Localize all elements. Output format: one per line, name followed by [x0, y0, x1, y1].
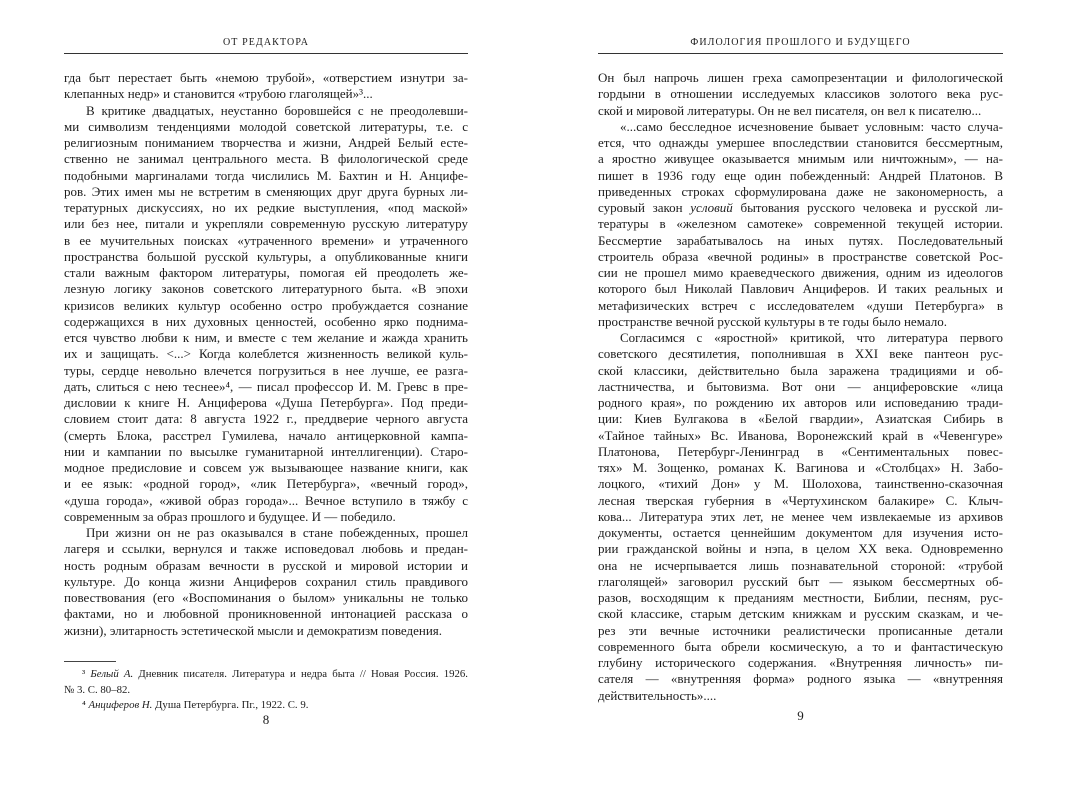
line-text: лезную логику законов советского литературного быта. «В эпохи: [64, 281, 468, 297]
text-line: [598, 460, 1003, 476]
text-line: [64, 683, 468, 699]
line-text: сателя — «внутренняя форма» родного языка — «внутренняя: [598, 671, 1003, 687]
text-line: [64, 346, 468, 362]
text-line: [64, 444, 468, 460]
text-line: [64, 314, 468, 330]
line-text: [598, 200, 1003, 215]
text-line: [598, 86, 1003, 102]
text-segment: Дневник писателя. Литература и недра быта // Новая Россия. 1926.: [133, 668, 469, 680]
text-line: [598, 655, 1003, 671]
line-text: пишет в 1936 году еще один побежденный: Андрей Платонов. В: [598, 167, 1003, 183]
line-text: клепанных недр» и становится «трубою глаголящей»³...: [64, 86, 373, 102]
text-line: [64, 119, 468, 135]
text-line: [598, 411, 1003, 427]
line-text: ской классике, старым детским книжкам и русским сказкам, и че-: [598, 606, 1003, 622]
text-line: [64, 265, 468, 281]
text-segment: ⁴: [82, 699, 89, 711]
line-text: она не исчерпывается лишь познавательной стороной: «трубой: [598, 557, 1003, 573]
page-number: 8: [262, 712, 270, 727]
text-line: [598, 541, 1003, 557]
line-text: гордыни в отношении исследуемых классиков золотого века рус-: [598, 86, 1003, 102]
text-line: [598, 119, 1003, 135]
text-line: [598, 233, 1003, 249]
line-text: словием стоит дата: 8 августа 1922 г., преддверие черного августа: [64, 411, 468, 427]
line-text: религиозным пониманием творчества и жизни, Андрей Белый есте-: [64, 135, 468, 150]
line-text: ми символизм тенденциями молодой советской литературы, т.е. с: [64, 118, 468, 134]
text-line: [598, 444, 1003, 460]
text-line: [64, 379, 468, 395]
line-text: ской и мировой литературы. Он не вел писателя, он вел к писателю...: [598, 102, 982, 118]
line-text: нии и кампании по высылке гуманитарной интеллигенции). Старо-: [64, 443, 468, 459]
footnote-rule: [64, 661, 116, 662]
line-text: лесная тверская губерния в «Чертухинском балакире» С. Клыч-: [598, 492, 1003, 508]
text-line: [64, 86, 468, 102]
text-line: [598, 298, 1003, 314]
text-line: [64, 558, 468, 574]
text-line: [64, 509, 468, 525]
text-line: [64, 667, 468, 683]
line-text: или без нее, питали и укрепляли современную русскую литературу: [64, 216, 468, 232]
text-line: [64, 606, 468, 622]
line-text: советского десятилетия, пополнившая в XXI веке пантеон рус-: [598, 346, 1003, 362]
line-text: кова... Литература этих лет, не менее чем извлекаемые из архивов: [598, 508, 1003, 524]
italic-text: условий: [690, 200, 733, 215]
line-text: сии не прошел мимо краеведческого движения, одним из идеологов: [598, 265, 1003, 280]
text-line: [64, 70, 468, 86]
line-text: пространства большой русской культуры, а опубликованные книги: [64, 248, 468, 264]
text-segment: ³: [82, 668, 91, 680]
text-line: [64, 428, 468, 444]
running-head: ФИЛОЛОГИЯ ПРОШЛОГО И БУДУЩЕГО: [690, 37, 911, 48]
line-text: глубину исторического содержания. «Внутренняя личность» пи-: [598, 655, 1003, 670]
text-line: [64, 249, 468, 265]
left-page: [64, 0, 468, 800]
line-text: которого был Николай Павлович Анциферов. И таких реальных и: [598, 281, 1003, 297]
text-line: [64, 525, 468, 541]
text-line: [598, 135, 1003, 151]
italic-text: Белый А.: [90, 668, 134, 680]
text-line: [598, 395, 1003, 411]
line-text: фактами, но и любовной проникновенной интонацией рассказа о: [64, 606, 468, 622]
text-line: [598, 330, 1003, 346]
text-line: [598, 671, 1003, 687]
line-text: Согласимся с «яростной» критикой, что литература первого: [620, 330, 1003, 345]
line-text: «Тайное тайных» Вс. Иванова, Воронежский край в «Чевенгуре»: [598, 427, 1003, 443]
line-text: № 3. С. 80–82.: [64, 683, 131, 696]
line-text: дисловии к книге Н. Анциферова «Душа Петербурга». Под преди-: [64, 395, 468, 410]
paragraph: [64, 70, 468, 103]
line-text: тературных дискуссиях, но их редкие выступления, «под маской»: [64, 200, 468, 215]
header-rule: [598, 53, 1003, 54]
running-head: ОТ РЕДАКТОРА: [222, 37, 310, 48]
line-text: современного быта обрели космическую, а то и фантастическую: [598, 638, 1003, 654]
line-text: рии гражданской войны и нэпа, в целом XX века. Одновременно: [598, 541, 1003, 557]
line-text: гда быт перестает быть «немою трубой», «отверстием изнутри за-: [64, 70, 468, 85]
page-number: 9: [797, 708, 804, 723]
line-text: В критике двадцатых, неустанно боровшейся с не преодолевши-: [86, 102, 468, 118]
italic-text: Анциферов Н.: [88, 699, 153, 711]
text-line: [598, 363, 1003, 379]
text-line: [598, 476, 1003, 492]
footnotes: [64, 667, 468, 714]
text-line: [64, 200, 468, 216]
text-line: [598, 216, 1003, 232]
paragraph: [64, 525, 468, 639]
footnote-3: [64, 667, 468, 698]
line-text: ров. Этих имен мы не встретим в сменяющих друг друга бурных ли-: [64, 183, 468, 199]
text-line: [64, 216, 468, 232]
line-text: При жизни он не раз оказывался в стане побежденных, прошел: [86, 525, 468, 540]
line-text: лагеря и ссылки, вернулся и также исповедовал любовь и предан-: [64, 541, 468, 557]
line-text: кризисов великих культур особенно остро пробуждается сознание: [64, 297, 468, 313]
line-text: стали важным фактором литературы, помогая ей преодолеть же-: [64, 265, 468, 280]
line-text: жизни), элитарность эстетической мысли и демократизм поведения.: [64, 622, 443, 638]
line-text: строитель образа «вечной родины» в пространстве советской Рос-: [598, 248, 1003, 264]
line-text: туры, сердце невольно влечется погрузиться в нее лучше, ее разга-: [64, 362, 468, 378]
line-text: приведенных строках сформулирована даже не закономерность, а: [598, 183, 1003, 199]
line-text: документы, остается ценнейшим документом для изучения исто-: [598, 525, 1003, 540]
line-text: разов, восходящим к преданиям местности, Библии, песням, рус-: [598, 590, 1003, 605]
text-line: [64, 493, 468, 509]
body-text: [64, 70, 468, 639]
line-text: ской классики, действительно была заражена традициями и об-: [598, 362, 1003, 378]
text-line: [64, 298, 468, 314]
line-text: ластничества, и бытовизма. Вот они — анциферовские «лица: [598, 378, 1003, 394]
line-text: лоцкого, «тихий Дон» у М. Шолохова, таинственно-сказочная: [598, 476, 1003, 492]
line-text: «душа города», «живой образ города»... Вечное вступило в тяжбу с: [64, 492, 468, 508]
line-text: Он был напрочь лишен греха самопрезентации и филологической: [598, 70, 1003, 85]
text-line: [598, 558, 1003, 574]
text-line: [64, 623, 468, 639]
text-line: [598, 168, 1003, 184]
line-text: их и защищать. <...> Когда колеблется жизненность великой куль-: [64, 346, 468, 362]
text-line: [598, 379, 1003, 395]
line-text: тературы в «железном самотеке» современной текущей истории.: [598, 216, 1003, 232]
text-line: [64, 363, 468, 379]
line-text: ственно не занимал центрального места. В филологической среде: [64, 151, 468, 167]
text-line: [64, 541, 468, 557]
text-line: [598, 103, 1003, 119]
text-line: [598, 525, 1003, 541]
line-text: ции: Киев Булгакова в «Белой гвардии», Азиатская Сибирь в: [598, 411, 1003, 427]
line-text: повествования (его «Воспоминания о былом» уникальны не только: [64, 590, 468, 605]
text-line: [64, 233, 468, 249]
text-line: [64, 330, 468, 346]
line-text: модное предисловие и совсем уж вызывающее название книги, как: [64, 460, 468, 475]
text-line: [598, 493, 1003, 509]
text-line: [598, 509, 1003, 525]
text-line: [64, 590, 468, 606]
right-page: [598, 0, 1003, 800]
text-line: [64, 460, 468, 476]
text-line: [598, 200, 1003, 216]
text-line: [598, 428, 1003, 444]
line-text: метафизических встреч с исследователем «души Петербурга» в: [598, 297, 1003, 313]
paragraph: [598, 70, 1003, 119]
line-text: тях» М. Зощенко, романах К. Вагинова и «Столбцах» Н. Забо-: [598, 460, 1003, 475]
text-line: [64, 168, 468, 184]
body-text: [598, 70, 1003, 704]
line-text: глаголящей» заговорил русский быт — языком бессмертных об-: [598, 573, 1003, 589]
text-line: [64, 135, 468, 151]
text-line: [598, 70, 1003, 86]
line-text: Бессмертие зарабатывалось на иных путях. Последовательный: [598, 232, 1003, 248]
line-text: родного края», по рождению их авторов или исповеданию тради-: [598, 395, 1003, 410]
text-line: [598, 314, 1003, 330]
text-line: [598, 249, 1003, 265]
text-line: [64, 395, 468, 411]
text-line: [598, 688, 1003, 704]
text-line: [598, 606, 1003, 622]
line-text: в ее мучительных поисках «утраченного времени» и утраченного: [64, 232, 468, 248]
line-text: действительность»....: [598, 687, 717, 703]
line-text: «...само бесследное исчезновение бывает условным: часто случа-: [620, 118, 1003, 134]
text-line: [598, 623, 1003, 639]
line-text: (смерть Блока, расстрел Гумилева, начало антицерковной кампа-: [64, 427, 468, 443]
text-line: [64, 151, 468, 167]
header-rule: [64, 53, 468, 54]
text-segment: Душа Петербурга. Пг., 1922. С. 9.: [152, 699, 309, 711]
line-text: современным за образ прошлого и будущее. И — победило.: [64, 508, 396, 524]
text-line: [598, 574, 1003, 590]
text-line: [64, 574, 468, 590]
text-segment: бытования русского человека и русской ли-: [732, 200, 1004, 215]
line-text: ется чувство любви к ним, и вместе с тем желание и жажда хранить: [64, 330, 468, 345]
text-line: [64, 476, 468, 492]
line-text: подобными маргиналами тогда числились М. Бахтин и Н. Анцифе-: [64, 167, 468, 183]
text-line: [598, 281, 1003, 297]
text-line: [64, 184, 468, 200]
paragraph: [598, 330, 1003, 704]
line-text: содержащихся в них духовных ценностей, особенно ярко поднима-: [64, 313, 468, 329]
line-text: ется, что однажды умершее впоследствии становится бессмертным,: [598, 135, 1003, 150]
text-line: [598, 590, 1003, 606]
line-text: и ее язык: «родной город», «лик Петербурга», «вечный город»,: [64, 476, 468, 492]
line-text: Платонова, Петербург-Ленинград в «Сентиментальных повес-: [598, 443, 1003, 459]
line-text: ность родным образам вечности в русской и мировой истории и: [64, 557, 468, 573]
text-line: [64, 411, 468, 427]
line-text: пространстве вечной русской культуры в те годы было немало.: [598, 313, 947, 329]
line-text: а яростно живущее оказывается мнимым или ничтожным», — на-: [598, 151, 1003, 167]
text-line: [598, 346, 1003, 362]
text-line: [64, 281, 468, 297]
text-segment: суровый закон: [598, 200, 691, 215]
line-text: культуре. До конца жизни Анциферов сохранил стиль правдивого: [64, 573, 468, 589]
line-text: [82, 668, 468, 680]
text-line: [598, 151, 1003, 167]
paragraph: [64, 103, 468, 526]
text-line: [64, 103, 468, 119]
text-line: [598, 184, 1003, 200]
text-line: [598, 265, 1003, 281]
paragraph: [598, 119, 1003, 330]
text-line: [598, 639, 1003, 655]
line-text: [82, 699, 308, 711]
line-text: рез эти вечные источники реалистически прописанные детали: [598, 622, 1003, 638]
line-text: дать, слиться с нею теснее»⁴, — писал профессор И. М. Гревс в пре-: [64, 378, 468, 394]
